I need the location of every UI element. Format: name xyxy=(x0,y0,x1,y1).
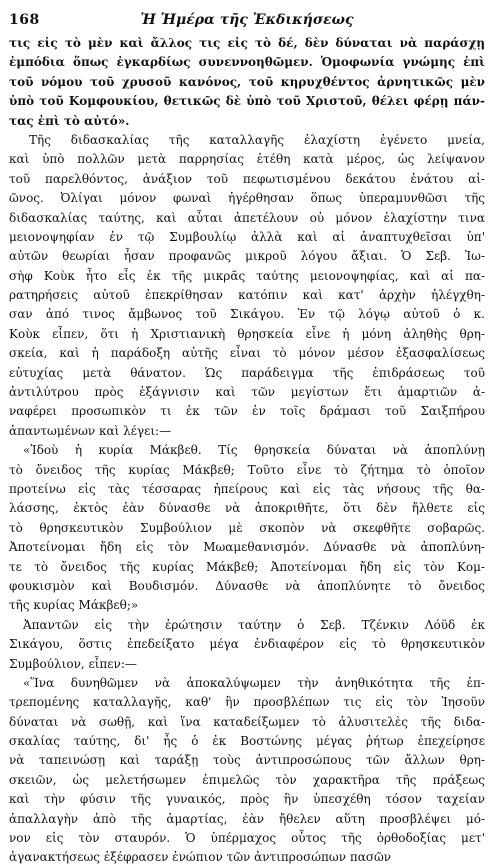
paragraph xyxy=(9,616,485,674)
paragraph xyxy=(9,674,485,868)
text-line: ῶνος. Ὀλίγαι μόνον φωναὶ ἠγέρθησαν ὅπως ὑπεραμυνθῶσι τῆς xyxy=(9,191,485,206)
text-line: Κοὺκ εἶπεν, ὅτι ἡ Χριστιανικὴ θρησκεία εἶνε ἡ μόνη ἀληθὴς θρη- xyxy=(9,326,485,341)
text-line: τε τὸ ὄνειδος τῆς κυρίας Μάκβεθ; Ἀποτείνομαι ἤδη εἰς τὸν Κομ- xyxy=(9,559,485,574)
document-page xyxy=(9,12,485,868)
text-line: σκειῶν, ὡς μελετήσωμεν ἐπιμελῶς τὸν χαρακτῆρα τῆς πράξεως xyxy=(9,772,485,787)
text-line: ἐμπόδια ὅπως ἐγκαρδίως συνεννοηθῶμεν. Ὁμοφωνία γνώμης ἐπὶ xyxy=(9,55,485,70)
text-line: Ἀποτείνομαι ἤδη εἰς τὸν Μωαμεθανισμόν. Δύνασθε νὰ ἀποπλύνη- xyxy=(9,540,485,555)
text-line: νον εἰς τὸν σταυρόν. Ὁ ὑπέρμαχος οὗτος τῆς ὀρθοδοξίας μετ' xyxy=(9,831,485,846)
text-line: τις εἰς τὸ μὲν καὶ ἄλλος τις εἰς τὸ δέ, δὲν δύναται νὰ παράσχῃ xyxy=(9,36,485,50)
text-line: ἀπαντωμένων καὶ λέγει:— xyxy=(9,423,172,438)
text-line: καὶ τὴν φύσιν τῆς γυναικός, πρὸς ἣν ὑπεσχέθη τόσον ταχείαν xyxy=(9,792,485,807)
text-line: σκεία, καὶ ἡ παράδοξη αὐτῆς εἶναι τὸ μόνον μέσον ἐξασφαλίσεως xyxy=(9,346,485,361)
text-line: Σικάγου, ὅστις ἐπεδείξατο μέγα ἐνδιαφέρον εἰς τὸ θρησκευτικὸν xyxy=(9,637,485,652)
text-line: «Ἰδοὺ ἡ κυρία Μάκβεθ. Τίς θρησκεία δύναται νὰ ἀποπλύνῃ xyxy=(23,443,485,458)
text-line: Ἀπαντῶν εἰς τὴν ἐρώτησιν ταύτην ὁ Σεβ. Τζένκιν Λόϋδ ἐκ xyxy=(23,617,485,632)
text-line: ρατηρήσεις αὐτοῦ ἐπεκρίθησαν κατόπιν καὶ κατ' ἀρχὴν ἠλέγχθη- xyxy=(9,288,485,303)
text-line: φουκισμὸν καὶ Βουδισμόν. Δύνασθε νὰ ἀποπλύνητε τὸ ὄνειδος xyxy=(9,578,485,593)
text-line: ἀντιλύτρου πρὸς ἐξάγνισιν καὶ τῶν μεγίστων ἔτι ἁμαρτιῶν ἀ- xyxy=(9,385,485,400)
text-line: τοῦ παρελθόντος, ἀνάξιον τοῦ πεφωτισμένου δεκάτου ἐνάτου αἰ- xyxy=(9,171,485,186)
text-line: σαν ἀπό τινος ἄμβωνος τοῦ Σικάγου. Ἐν τῷ λόγῳ αὐτοῦ ὁ κ. xyxy=(9,307,485,322)
text-line: σὴφ Κοὺκ ἦτο εἷς ἐκ τῆς μικρᾶς ταύτης μειονοψηφίας, καὶ αἱ πα- xyxy=(9,268,485,283)
text-line: ἀγανακτήσεως ἐξέφρασεν ἐνώπιον τῶν ἀντιπροσώπων πασῶν xyxy=(9,850,392,865)
text-line: δύναται νὰ σωθῇ, καὶ ἵνα καταδείξωμεν τὸ ἀλυσιτελὲς τῆς διδα- xyxy=(9,714,485,729)
text-line: προτείνω εἰς τὰς τέσσαρας ἠπείρους καὶ εἰς τὰς νήσους τῆς θα- xyxy=(9,481,485,496)
text-line: τῆς κυρίας Μάκβεθ;» xyxy=(9,598,139,613)
text-line: σκαλίας ταύτης, δι' ἧς ὁ ἐκ Βοστώνης μέγας ῥήτωρ ἐπεχείρησε xyxy=(9,734,485,749)
text-line: νὰ ταπεινώσῃ καὶ ταράξῃ τοὺς ἀντιπροσώπους τῶν ἄλλων θρη- xyxy=(9,753,485,768)
paragraph xyxy=(9,441,485,616)
text-line: ὑπὸ τοῦ Κομφουκίου, θετικῶς δὲ ὑπὸ τοῦ Χριστοῦ, θέλει φέρῃ πάν- xyxy=(9,94,485,109)
text-line: διδασκαλίας ταύτης, καὶ αὗται ἀπετέλουν οὐ μόνον ἐλαχίστην τινα xyxy=(9,210,485,225)
text-line: ναφέρει προσωπικὸν τι ἐκ τῶν ἐν τοῖς δράμασι τοῦ Σαιξπήρου xyxy=(9,404,485,419)
paragraph xyxy=(9,34,485,131)
text-line: τας ἐπὶ τὸ αὐτό». xyxy=(9,113,130,128)
text-line: μειονοψηφίαν ἐν τῷ Συμβουλίῳ ἀλλὰ καὶ αἱ ἀναπτυχθεῖσαι ὑπ' xyxy=(9,229,485,244)
text-line: Συμβούλιον, εἶπεν:— xyxy=(9,656,137,671)
text-line: τοῦ νόμου τοῦ χρυσοῦ κανόνος, τοῦ κηρυχθέντος ἀρνητικῶς μὲν xyxy=(9,74,485,89)
text-line: Τῆς διδασκαλίας τῆς καταλλαγῆς ἐλαχίστη ἐγένετο μνεία, xyxy=(29,132,485,147)
text-line: λάσσης, ἐκτὸς ἐὰν δύνασθε νὰ ἀποκριθῆτε, ὅτι δὲν ἤλθετε εἰς xyxy=(9,501,485,516)
text-line: «Ἵνα δυνηθῶμεν νὰ ἀποκαλύψωμεν τὴν ἀνηθικότητα τῆς ἐπ- xyxy=(23,675,485,690)
running-title: Ἡ Ἡμέρα τῆς Ἐκδικήσεως xyxy=(140,12,354,28)
page-header xyxy=(9,12,485,34)
text-line: καὶ ὑπὸ πολλῶν μετὰ παρρησίας ἐτέθη κατὰ μέρος, ὡς λείψανον xyxy=(9,152,485,167)
body-text xyxy=(9,34,485,868)
text-line: τὸ ὄνειδος τῆς κυρίας Μάκβεθ; Τοῦτο εἶνε τὸ ζήτημα τὸ ὁποῖον xyxy=(9,462,485,477)
text-line: τὸ θρησκευτικὸν Συμβούλιον μὲ σκοπὸν νὰ σκεφθῆτε σοβαρῶς. xyxy=(9,520,485,535)
text-line: αὐτῶν θεωρίαι ἦσαν προφανῶς μικροῦ λόγου ἄξιαι. Ὁ Σεβ. Ἰω- xyxy=(9,249,485,264)
page-number: 168 xyxy=(9,12,40,28)
text-line: τρεπομένης καταλλαγῆς, καθ' ἣν προσβλέπων τις εἰς τὸν Ἰησοῦν xyxy=(9,695,485,710)
text-line: εὐτυχίας μετὰ θάνατον. Ὡς παράδειγμα τῆς ἐπιδράσεως τοῦ xyxy=(9,365,485,380)
paragraph xyxy=(9,131,485,441)
text-line: ἀπαλλαγὴν ἀπὸ τῆς ἁμαρτίας, ἐὰν ἤθελεν αὕτη προσβλέψει μό- xyxy=(9,811,485,826)
